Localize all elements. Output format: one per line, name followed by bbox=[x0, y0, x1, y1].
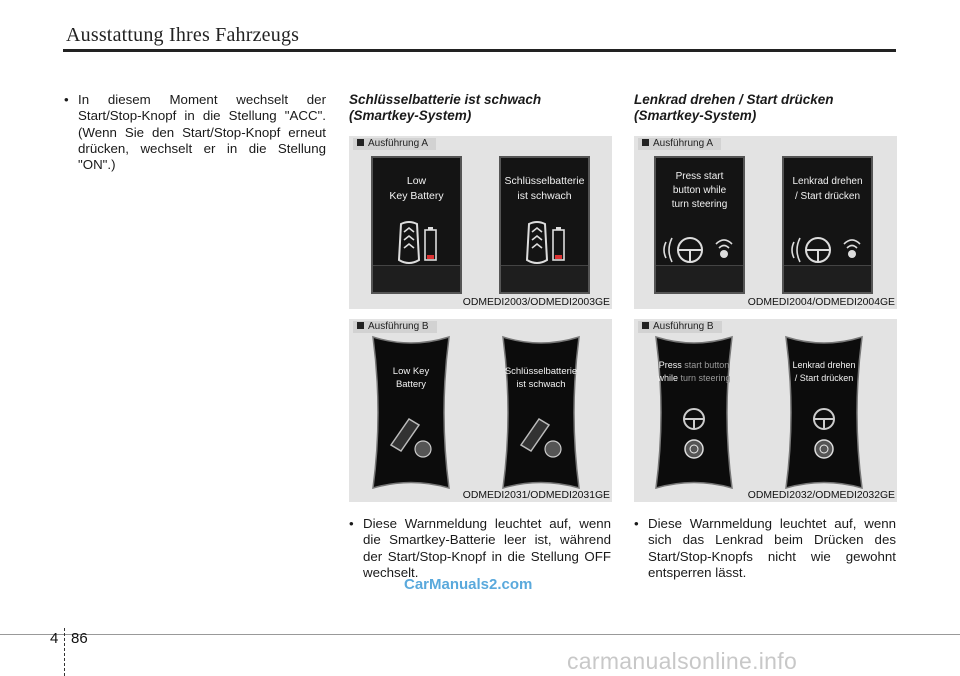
bullet-acc bbox=[64, 92, 326, 173]
column-3 bbox=[634, 92, 896, 123]
variant-tag: Ausführung A bbox=[638, 138, 721, 150]
variant-tag: Ausführung B bbox=[353, 321, 437, 333]
bullet-battery: • Diese Warnmeldung leuchtet auf, wenn die Smartkey-Batterie leer ist, während der Start/Stop-Knopf in die Stellung OFF wechselt. bbox=[349, 516, 611, 580]
smartkey-battery-icon bbox=[501, 220, 588, 268]
column-2-bullet bbox=[349, 516, 611, 581]
lcd-screen-german: Lenkrad drehen / Start drücken bbox=[782, 156, 873, 294]
figure-steering-a bbox=[634, 136, 897, 309]
figure-steering-b bbox=[634, 319, 897, 502]
figure-code: ODMEDI2031/ODMEDI2031GE bbox=[462, 490, 610, 501]
lcd-screen-english: Press start button while turn steering bbox=[654, 156, 745, 294]
cluster-screen-english: Press start button while turn steering bbox=[652, 335, 736, 490]
section-title-steering bbox=[634, 92, 896, 123]
lcd-screen-german: Schlüsselbatterie ist schwach bbox=[499, 156, 590, 294]
section-number: 4 bbox=[50, 630, 59, 647]
figure-code: ODMEDI2032/ODMEDI2032GE bbox=[747, 490, 895, 501]
page-header-title: Ausstattung Ihres Fahrzeugs bbox=[66, 24, 300, 46]
page-number: 86 bbox=[71, 630, 88, 647]
watermark-carmanualsonline: carmanualsonline.info bbox=[567, 648, 798, 674]
section-title-line1: Lenkrad drehen / Start drücken bbox=[634, 92, 834, 107]
cluster-screen-english: Low Key Battery bbox=[369, 335, 453, 490]
figure-battery-b bbox=[349, 319, 612, 502]
figure-code: ODMEDI2003/ODMEDI2003GE bbox=[462, 297, 610, 308]
cluster-screen-german: Schlüsselbatterie ist schwach bbox=[499, 335, 583, 490]
bullet-text: Diese Warnmeldung leuchtet auf, wenn sich das Lenkrad beim Drücken des Start/Stop-Knopfs nicht wie gewohnt entsperren lässt. bbox=[648, 516, 896, 580]
footer-rule bbox=[0, 634, 960, 635]
column-1 bbox=[64, 92, 326, 173]
bullet-steering: • Diese Warnmeldung leuchtet auf, wenn sich das Lenkrad beim Drücken des Start/Stop-Knopfs nicht wie gewohnt entsperren lässt. bbox=[634, 516, 896, 580]
column-2 bbox=[349, 92, 611, 123]
column-3-bullet bbox=[634, 516, 896, 581]
bullet-dot: • bbox=[64, 92, 69, 107]
figure-battery-a bbox=[349, 136, 612, 309]
cluster-screen-german: Lenkrad drehen / Start drücken bbox=[782, 335, 866, 490]
lcd-screen-english: Low Key Battery bbox=[371, 156, 462, 294]
watermark-carmanuals2: CarManuals2.com bbox=[404, 576, 533, 593]
variant-tag: Ausführung B bbox=[638, 321, 722, 333]
smartkey-battery-icon bbox=[373, 220, 460, 268]
variant-tag: Ausführung A bbox=[353, 138, 436, 150]
bullet-text: In diesem Moment wechselt der Start/Stop-Knopf in die Stellung "ACC". (Wenn Sie den Start/Stop-Knopf erneut drücken, wechselt er in die Stellung "ON".) bbox=[78, 92, 326, 173]
steering-wheel-icon bbox=[782, 405, 866, 475]
smartkey-battery-icon bbox=[369, 405, 453, 465]
section-title-line2: (Smartkey-System) bbox=[634, 107, 757, 123]
section-title-battery bbox=[349, 92, 611, 123]
bullet-text: Diese Warnmeldung leuchtet auf, wenn die Smartkey-Batterie leer ist, während der Start/Stop-Knopf in die Stellung OFF wechselt. bbox=[363, 516, 611, 580]
header-rule bbox=[63, 49, 896, 52]
steering-wheel-icon bbox=[652, 405, 736, 475]
section-title-line2: (Smartkey-System) bbox=[349, 107, 472, 123]
figure-code: ODMEDI2004/ODMEDI2004GE bbox=[747, 297, 895, 308]
section-title-line1: Schlüsselbatterie ist schwach bbox=[349, 92, 542, 107]
smartkey-battery-icon bbox=[499, 405, 583, 465]
footer-divider bbox=[64, 628, 65, 676]
